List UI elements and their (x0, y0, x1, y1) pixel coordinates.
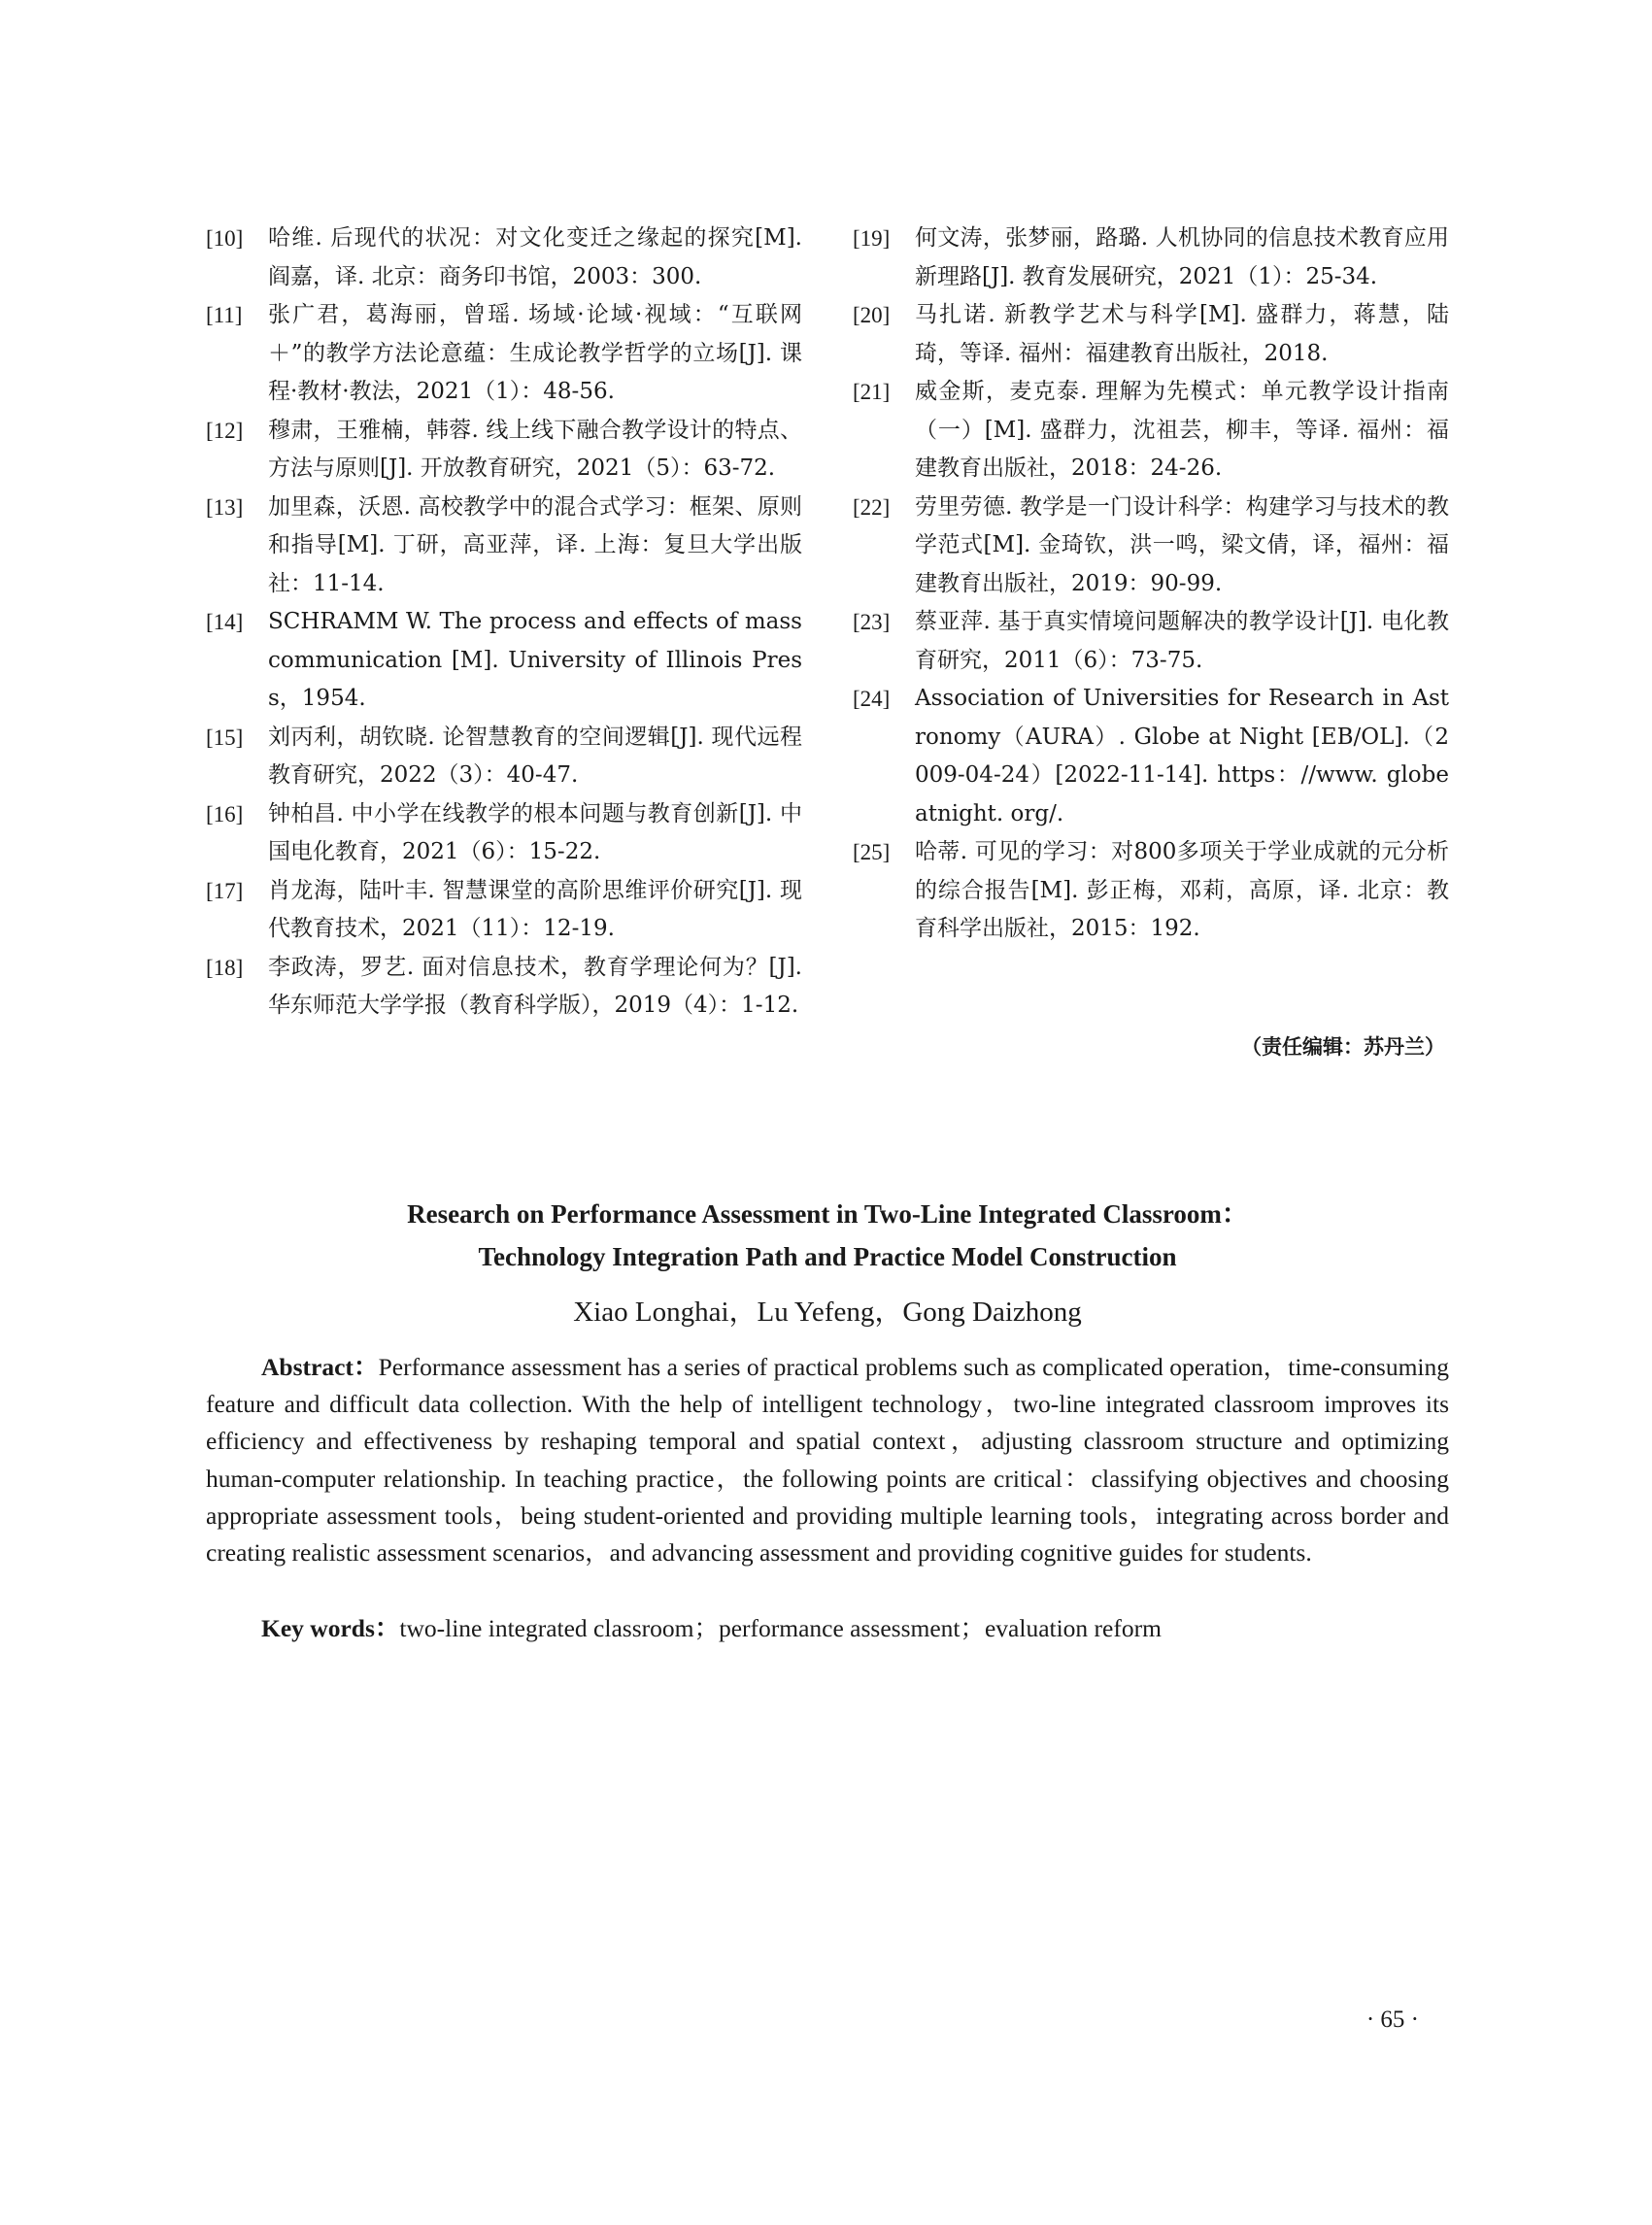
reference-number: [13] (206, 494, 244, 520)
reference-item (853, 219, 1449, 296)
responsible-editor-note: （责任编辑：苏丹兰） (1241, 1035, 1445, 1059)
reference-item (206, 219, 802, 296)
reference-item (853, 833, 1449, 949)
reference-number: [11] (206, 303, 243, 327)
reference-number: [16] (206, 801, 244, 826)
reference-number: [20] (853, 303, 891, 327)
reference-item (206, 489, 802, 604)
english-abstract (206, 1349, 1449, 1571)
reference-text: 马扎诺. 新教学艺术与科学[M]. 盛群力，蒋慧，陆琦，等译. 福州：福建教育出版社，2018. (915, 302, 1449, 366)
english-title-line-1: Research on Performance Assessment in Two-Line Integrated Classroom： (407, 1199, 1248, 1229)
reference-item (206, 603, 802, 719)
english-authors: Xiao Longhai，Lu Yefeng，Gong Daizhong (573, 1297, 1082, 1328)
reference-text: Association of Universities for Research in Astronomy（AURA）. Globe at Night [EB/OL].（2009-04-24）[2022-11-14]. https：//www. globeatnight. org/. (915, 686, 1449, 826)
reference-text: 李政涛，罗艺. 面对信息技术，教育学理论何为？[J]. 华东师范大学学报（教育科学版），2019（4）：1-12. (268, 954, 802, 1018)
reference-number: [17] (206, 878, 244, 903)
reference-text: 张广君，葛海丽，曾瑶. 场域·论域·视域：“互联网＋”的教学方法论意蕴：生成论教学哲学的立场[J]. 课程·教材·教法，2021（1）：48-56. (268, 302, 802, 404)
reference-text: 刘丙利，胡钦晓. 论智慧教育的空间逻辑[J]. 现代远程教育研究，2022（3）：40-47. (268, 724, 802, 788)
reference-number: [18] (206, 955, 244, 980)
reference-text: 加里森，沃恩. 高校教学中的混合式学习：框架、原则和指导[M]. 丁研，高亚萍，译. 上海：复旦大学出版社：11-14. (268, 493, 802, 596)
reference-number: [21] (853, 380, 891, 404)
reference-item (206, 296, 802, 412)
english-keywords (206, 1610, 1449, 1647)
reference-number: [23] (853, 610, 891, 634)
reference-item (853, 603, 1449, 680)
reference-text: 钟柏昌. 中小学在线教学的根本问题与教育创新[J]. 中国电化教育，2021（6）：15-22. (268, 800, 802, 864)
keywords-text: two-line integrated classroom；performance assessment；evaluation reform (399, 1614, 1162, 1642)
reference-text: 穆肃，王雅楠，韩蓉. 线上线下融合教学设计的特点、方法与原则[J]. 开放教育研究，2021（5）：63-72. (268, 417, 802, 481)
reference-number: [10] (206, 226, 244, 251)
abstract-label: Abstract： (261, 1353, 379, 1381)
reference-item (206, 949, 802, 1026)
reference-item (206, 719, 802, 795)
reference-number: [15] (206, 725, 244, 750)
english-title-line-2: Technology Integration Path and Practice Model Construction (478, 1242, 1177, 1271)
references-left-column (206, 219, 802, 1026)
reference-item (853, 296, 1449, 373)
reference-text: 哈蒂. 可见的学习：对800多项关于学业成就的元分析的综合报告[M]. 彭正梅，邓莉，高原，译. 北京：教育科学出版社，2015：192. (915, 839, 1449, 941)
keywords-label: Key words： (261, 1614, 400, 1642)
reference-text: 劳里劳德. 教学是一门设计科学：构建学习与技术的教学范式[M]. 金琦钦，洪一鸣，梁文倩，译，福州：福建教育出版社，2019：90-99. (915, 493, 1449, 596)
reference-number: [24] (853, 687, 891, 711)
reference-text: 何文涛，张梦丽，路璐. 人机协同的信息技术教育应用新理路[J]. 教育发展研究，2021（1）：25-34. (915, 225, 1449, 289)
reference-text: SCHRAMM W. The process and effects of mass communication [M]. University of Illinois Press，1954. (268, 609, 802, 711)
reference-item (853, 489, 1449, 604)
reference-item (206, 795, 802, 872)
reference-text: 哈维. 后现代的状况：对文化变迁之缘起的探究[M]. 阎嘉，译. 北京：商务印书馆，2003：300. (268, 225, 802, 289)
reference-item (206, 872, 802, 949)
reference-number: [12] (206, 418, 244, 443)
reference-number: [19] (853, 226, 891, 251)
reference-text: 肖龙海，陆叶丰. 智慧课堂的高阶思维评价研究[J]. 现代教育技术，2021（11）：12-19. (268, 877, 802, 941)
reference-number: [14] (206, 610, 244, 634)
reference-item (853, 373, 1449, 489)
reference-text: 蔡亚萍. 基于真实情境问题解决的教学设计[J]. 电化教育研究，2011（6）：73-75. (915, 609, 1449, 673)
reference-number: [22] (853, 494, 891, 520)
references-right-column (853, 219, 1449, 949)
reference-text: 威金斯，麦克泰. 理解为先模式：单元教学设计指南（一）[M]. 盛群力，沈祖芸，柳丰，等译. 福州：福建教育出版社，2018：24-26. (915, 379, 1449, 481)
reference-item (853, 680, 1449, 833)
page-number: · 65 · (1365, 2006, 1419, 2033)
reference-number: [25] (853, 840, 891, 864)
abstract-text: Performance assessment has a series of practical problems such as complicated operation，time-consuming feature and difficult data collection. With the help of intelligent technology，two-line integrated classroom improves its efficiency and effectiveness by reshaping temporal and spatial context，adjusting classroom structure and optimizing human-computer relationship. In teaching practice，the following points are critical：classifying objectives and choosing appropriate assessment tools，being student-oriented and providing multiple learning tools，integrating across border and creating realistic assessment scenarios，and advancing assessment and providing cognitive guides for students. (206, 1353, 1450, 1568)
reference-item (206, 412, 802, 489)
